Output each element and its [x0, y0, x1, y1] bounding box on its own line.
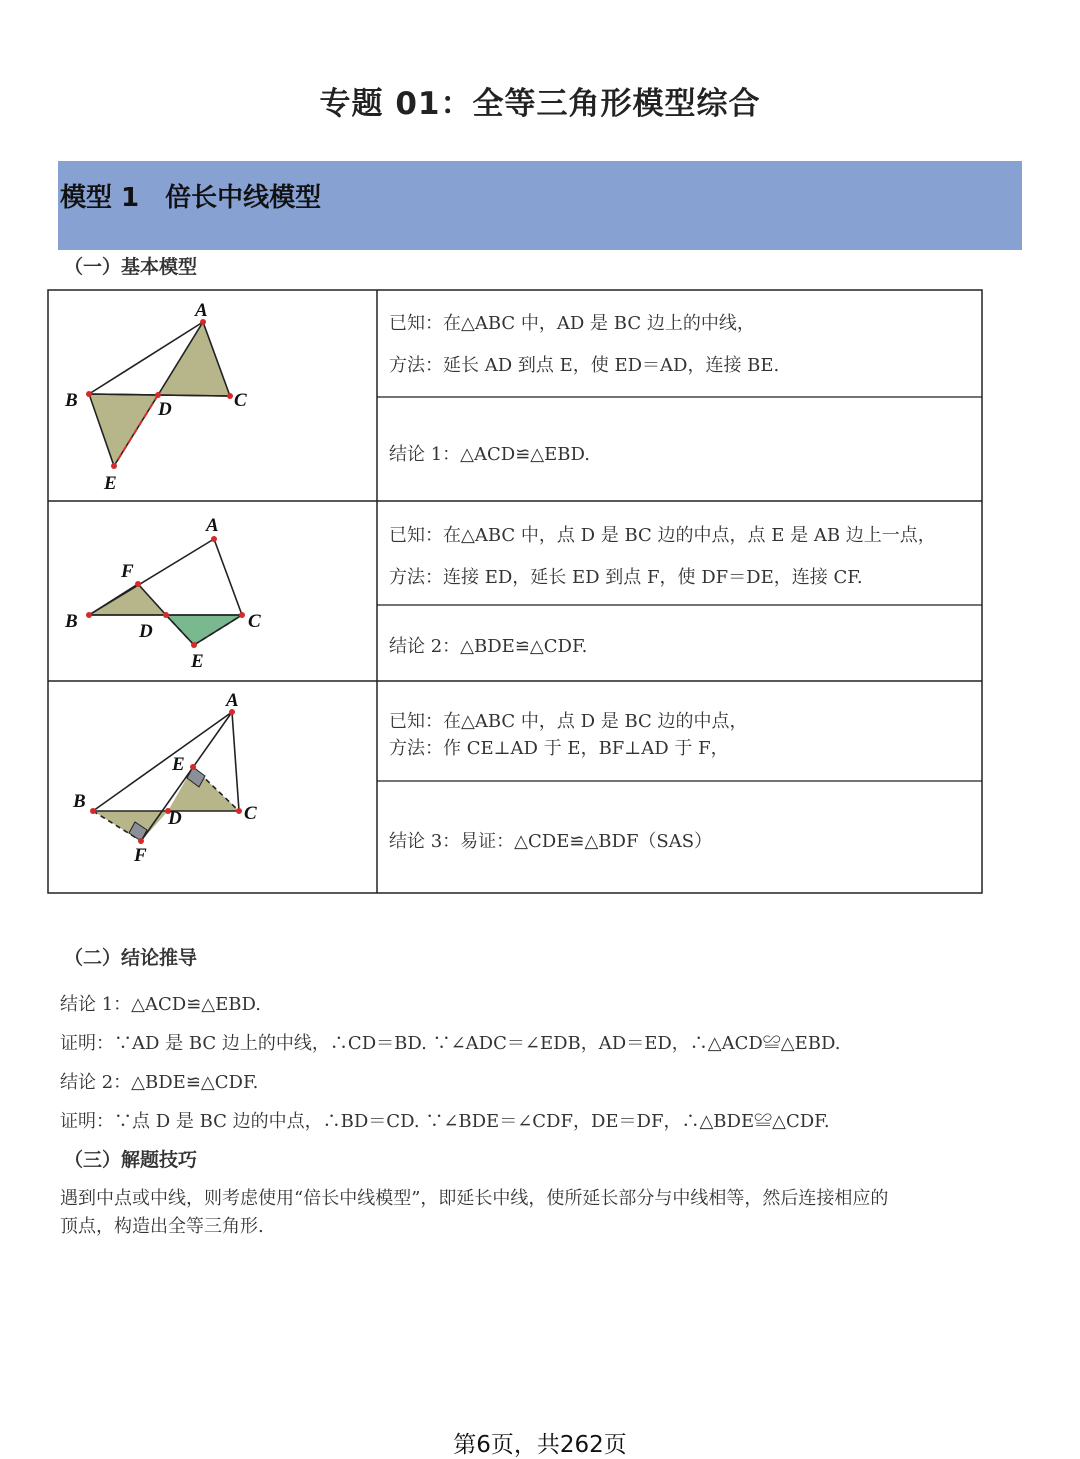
- label-e: E: [191, 651, 204, 672]
- triangle-ebd: [89, 394, 158, 466]
- point-c: [227, 393, 233, 399]
- model1-given: 已知：在△ABC 中，AD 是 BC 边上的中线，: [389, 313, 755, 334]
- point-c: [239, 612, 245, 618]
- point-d: [163, 612, 169, 618]
- point-b: [86, 391, 92, 397]
- label-e: E: [104, 473, 117, 494]
- label-b: B: [73, 791, 86, 812]
- label-d: D: [158, 399, 172, 420]
- model2-conclusion: 结论 2：△BDE≌△CDF.: [389, 636, 588, 657]
- label-a: A: [195, 300, 208, 321]
- point-b: [90, 808, 96, 814]
- label-b: B: [65, 390, 78, 411]
- point-e-on-ab: [135, 581, 141, 587]
- triangle-acd: [158, 322, 230, 396]
- model1-conclusion-cell: [377, 397, 983, 501]
- model1-given-cell: [377, 289, 983, 397]
- label-e: E: [172, 754, 185, 775]
- label-f: F: [134, 845, 147, 866]
- derivation-line-4: 证明：∵点 D 是 BC 边的中点，∴BD＝CD. ∵∠BDE＝∠CDF，DE＝DF，∴△BDE≌△CDF.: [60, 1111, 830, 1132]
- label-d: D: [168, 808, 182, 829]
- model2-given: 已知：在△ABC 中，点 D 是 BC 边的中点，点 E 是 AB 边上一点，: [389, 525, 936, 546]
- model3-given: 已知：在△ABC 中，点 D 是 BC 边的中点，: [389, 711, 748, 732]
- point-a: [211, 536, 217, 542]
- point-f: [138, 838, 144, 844]
- label-c: C: [244, 803, 257, 824]
- page-footer: 第6页，共262页: [453, 1432, 627, 1458]
- segment-af: [141, 712, 232, 841]
- model1-conclusion: 结论 1：△ACD≌△EBD.: [389, 444, 591, 465]
- point-b: [86, 612, 92, 618]
- model3-method: 方法：作 CE⊥AD 于 E，BF⊥AD 于 F，: [389, 738, 729, 759]
- point-e: [190, 764, 196, 770]
- label-a: A: [226, 690, 239, 711]
- model2-given-cell: [377, 501, 983, 605]
- tips-line-2: 顶点，构造出全等三角形.: [60, 1216, 264, 1237]
- point-f-ext: [191, 642, 197, 648]
- label-d: D: [139, 621, 153, 642]
- figure-model2: [47, 501, 377, 681]
- triangle-cdf: [166, 615, 242, 645]
- figure-model3: [47, 681, 377, 893]
- derivation-line-1: 结论 1：△ACD≌△EBD.: [60, 994, 262, 1015]
- section-heading-basic-model: （一）基本模型: [64, 256, 198, 278]
- label-c: C: [248, 611, 261, 632]
- label-c: C: [234, 390, 247, 411]
- triangle-bde: [89, 584, 166, 615]
- label-f: F: [121, 561, 134, 582]
- point-d: [155, 392, 161, 398]
- page-title: 专题 01：全等三角形模型综合: [319, 86, 761, 122]
- triangle-bdf-fill: [93, 811, 168, 841]
- tips-line-1: 遇到中点或中线，则考虑使用“倍长中线模型”，即延长中线，使所延长部分与中线相等，然后连接相应的: [60, 1188, 889, 1209]
- model2-method: 方法：连接 ED，延长 ED 到点 F，使 DF＝DE，连接 CF.: [389, 567, 863, 588]
- model2-conclusion-cell: [377, 605, 983, 681]
- banner-heading: 模型 1 倍长中线模型: [60, 183, 322, 213]
- model3-given-cell: [377, 681, 983, 781]
- section-heading-tips: （三）解题技巧: [64, 1149, 198, 1171]
- section-banner: [58, 161, 1022, 250]
- derivation-line-3: 结论 2：△BDE≌△CDF.: [60, 1072, 259, 1093]
- label-a: A: [206, 515, 219, 536]
- label-b: B: [65, 611, 78, 632]
- model-table: [47, 289, 983, 894]
- point-c: [236, 808, 242, 814]
- figure-model1: [47, 289, 377, 501]
- derivation-line-2: 证明：∵AD 是 BC 边上的中线，∴CD＝BD. ∵∠ADC＝∠EDB，AD＝ED，∴△ACD≌△EBD.: [60, 1033, 841, 1054]
- model3-conclusion: 结论 3：易证：△CDE≌△BDF（SAS）: [389, 831, 713, 852]
- section-heading-derivation: （二）结论推导: [64, 947, 198, 969]
- model3-conclusion-cell: [377, 781, 983, 893]
- segment-ac: [232, 712, 239, 811]
- model1-method: 方法：延长 AD 到点 E，使 ED＝AD，连接 BE.: [389, 355, 780, 376]
- segment-ac: [214, 539, 242, 615]
- point-e: [111, 463, 117, 469]
